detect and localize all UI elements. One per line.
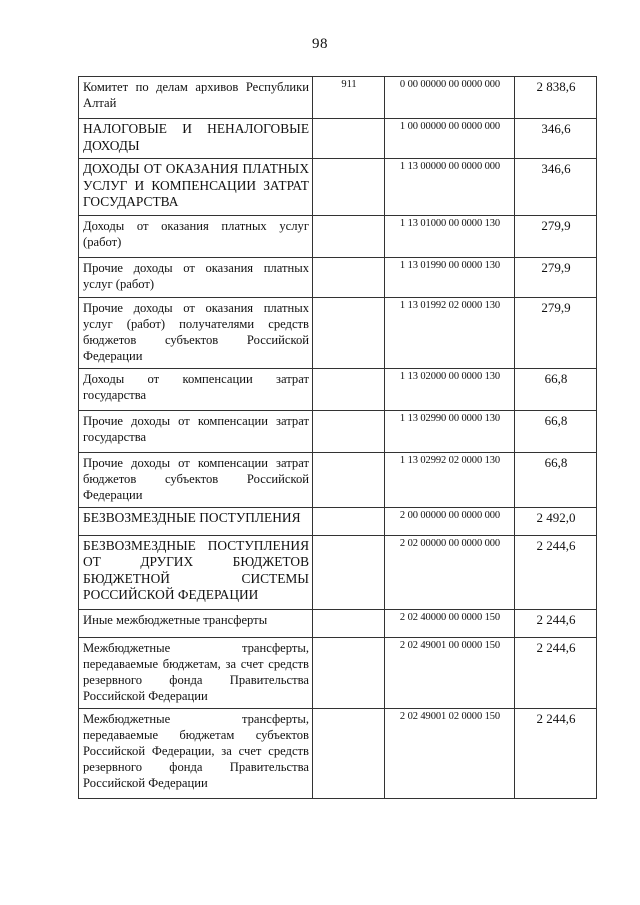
- admin-code-cell: [313, 215, 385, 257]
- amount-cell: 2 244,6: [515, 637, 597, 708]
- budget-classification-code-cell: 2 02 00000 00 0000 000: [385, 535, 515, 609]
- income-name-cell: ДОХОДЫ ОТ ОКАЗАНИЯ ПЛАТНЫХ УСЛУГ И КОМПЕНСАЦИИ ЗАТРАТ ГОСУДАРСТВА: [79, 159, 313, 216]
- admin-code-cell: [313, 507, 385, 535]
- amount-cell: 2 244,6: [515, 708, 597, 798]
- income-name-cell: Прочие доходы от оказания платных услуг (работ): [79, 257, 313, 297]
- table-row: [79, 368, 597, 410]
- table-row: [79, 637, 597, 708]
- income-name-cell: Доходы от компенсации затрат государства: [79, 368, 313, 410]
- table-row: [79, 452, 597, 507]
- budget-classification-code-cell: 1 13 00000 00 0000 000: [385, 159, 515, 216]
- amount-cell: 2 492,0: [515, 507, 597, 535]
- admin-code-cell: [313, 159, 385, 216]
- budget-classification-code-cell: 1 13 02992 02 0000 130: [385, 452, 515, 507]
- table-row: [79, 215, 597, 257]
- admin-code-cell: [313, 708, 385, 798]
- table-row: [79, 507, 597, 535]
- admin-code-cell: [313, 297, 385, 368]
- admin-code-cell: [313, 609, 385, 637]
- page-number: 98: [312, 36, 328, 52]
- budget-classification-code-cell: 1 13 02000 00 0000 130: [385, 368, 515, 410]
- budget-classification-code-cell: 2 02 49001 00 0000 150: [385, 637, 515, 708]
- income-name-cell: БЕЗВОЗМЕЗДНЫЕ ПОСТУПЛЕНИЯ: [79, 507, 313, 535]
- admin-code-cell: [313, 452, 385, 507]
- admin-code-cell: [313, 410, 385, 452]
- table-row: [79, 297, 597, 368]
- budget-classification-code-cell: 1 13 01000 00 0000 130: [385, 215, 515, 257]
- budget-classification-code-cell: 0 00 00000 00 0000 000: [385, 77, 515, 119]
- amount-cell: 2 244,6: [515, 609, 597, 637]
- table-row: [79, 77, 597, 119]
- admin-code-cell: [313, 637, 385, 708]
- amount-cell: 279,9: [515, 297, 597, 368]
- amount-cell: 66,8: [515, 452, 597, 507]
- table-row: [79, 609, 597, 637]
- table-row: [79, 119, 597, 159]
- income-name-cell: Межбюджетные трансферты, передаваемые бюджетам, за счет средств резервного фонда Правительства Российской Федерации: [79, 637, 313, 708]
- amount-cell: 66,8: [515, 410, 597, 452]
- income-name-cell: Доходы от оказания платных услуг (работ): [79, 215, 313, 257]
- income-name-cell: НАЛОГОВЫЕ И НЕНАЛОГОВЫЕ ДОХОДЫ: [79, 119, 313, 159]
- amount-cell: 279,9: [515, 215, 597, 257]
- amount-cell: 346,6: [515, 119, 597, 159]
- amount-cell: 66,8: [515, 368, 597, 410]
- amount-cell: 2 838,6: [515, 77, 597, 119]
- revenue-table-body: [79, 77, 597, 799]
- budget-classification-code-cell: 2 00 00000 00 0000 000: [385, 507, 515, 535]
- amount-cell: 346,6: [515, 159, 597, 216]
- budget-classification-code-cell: 1 00 00000 00 0000 000: [385, 119, 515, 159]
- revenue-table: [78, 76, 597, 799]
- table-row: [79, 535, 597, 609]
- income-name-cell: Комитет по делам архивов Республики Алтай: [79, 77, 313, 119]
- table-row: [79, 708, 597, 798]
- table-row: [79, 410, 597, 452]
- admin-code-cell: 911: [313, 77, 385, 119]
- budget-classification-code-cell: 2 02 49001 02 0000 150: [385, 708, 515, 798]
- income-name-cell: Прочие доходы от компенсации затрат бюджетов субъектов Российской Федерации: [79, 452, 313, 507]
- budget-classification-code-cell: 2 02 40000 00 0000 150: [385, 609, 515, 637]
- income-name-cell: БЕЗВОЗМЕЗДНЫЕ ПОСТУПЛЕНИЯ ОТ ДРУГИХ БЮДЖЕТОВ БЮДЖЕТНОЙ СИСТЕМЫ РОССИЙСКОЙ ФЕДЕРАЦИИ: [79, 535, 313, 609]
- table-row: [79, 257, 597, 297]
- budget-classification-code-cell: 1 13 01990 00 0000 130: [385, 257, 515, 297]
- income-name-cell: Иные межбюджетные трансферты: [79, 609, 313, 637]
- income-name-cell: Прочие доходы от компенсации затрат государства: [79, 410, 313, 452]
- income-name-cell: Межбюджетные трансферты, передаваемые бюджетам субъектов Российской Федерации, за счет средств резервного фонда Правительства Российской Федерации: [79, 708, 313, 798]
- budget-classification-code-cell: 1 13 01992 02 0000 130: [385, 297, 515, 368]
- budget-classification-code-cell: 1 13 02990 00 0000 130: [385, 410, 515, 452]
- admin-code-cell: [313, 368, 385, 410]
- admin-code-cell: [313, 257, 385, 297]
- admin-code-cell: [313, 535, 385, 609]
- admin-code-cell: [313, 119, 385, 159]
- amount-cell: 279,9: [515, 257, 597, 297]
- table-row: [79, 159, 597, 216]
- amount-cell: 2 244,6: [515, 535, 597, 609]
- income-name-cell: Прочие доходы от оказания платных услуг (работ) получателями средств бюджетов субъектов Российской Федерации: [79, 297, 313, 368]
